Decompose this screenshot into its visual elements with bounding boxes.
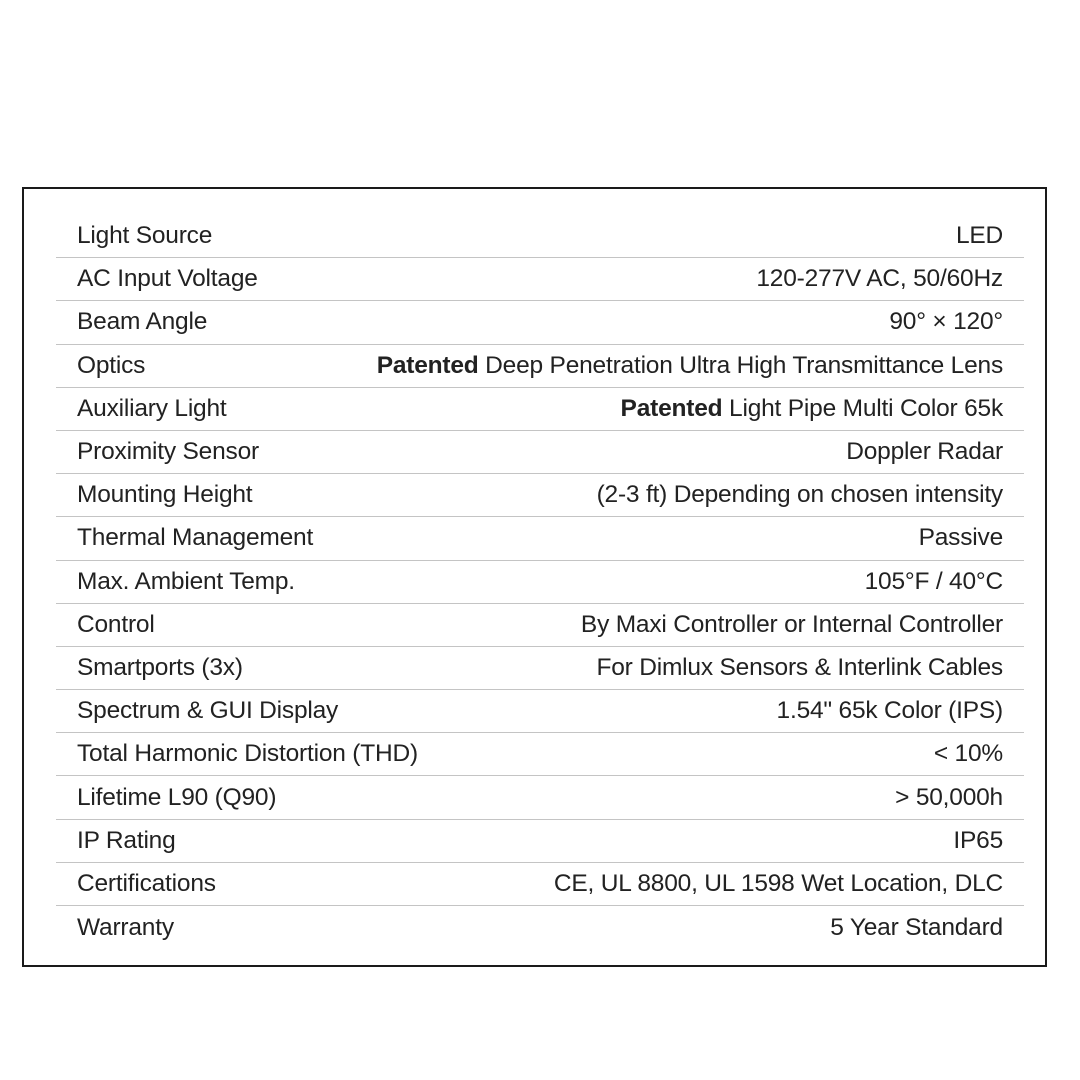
spec-label: Mounting Height xyxy=(77,481,253,509)
spec-row-certifications xyxy=(56,863,1024,906)
spec-label: Light Source xyxy=(77,222,213,250)
spec-value xyxy=(777,697,1003,725)
spec-value-text: 5 Year Standard xyxy=(830,913,1003,941)
spec-row-warranty xyxy=(56,906,1024,949)
spec-row-mounting-height xyxy=(56,474,1024,517)
spec-value-text: < 10% xyxy=(933,740,1003,768)
spec-value-text: By Maxi Controller or Internal Controller xyxy=(580,610,1003,638)
spec-label: Optics xyxy=(77,351,146,379)
spec-value-text: CE, UL 8800, UL 1598 Wet Location, DLC xyxy=(553,869,1003,897)
spec-row-max-ambient-temp xyxy=(56,561,1024,604)
spec-value-text: 105°F / 40°C xyxy=(864,567,1003,595)
spec-value xyxy=(756,265,1003,293)
spec-value xyxy=(889,308,1003,336)
spec-value-text: 120-277V AC, 50/60Hz xyxy=(756,265,1003,293)
spec-value-text: For Dimlux Sensors & Interlink Cables xyxy=(596,653,1003,681)
spec-value xyxy=(377,352,1003,380)
spec-label: Spectrum & GUI Display xyxy=(77,697,339,725)
spec-label: Proximity Sensor xyxy=(77,438,259,466)
spec-value xyxy=(865,568,1003,596)
spec-row-proximity-sensor xyxy=(56,431,1024,474)
spec-row-spectrum-gui-display xyxy=(56,690,1024,733)
spec-row-optics xyxy=(56,345,1024,388)
spec-label: Lifetime L90 (Q90) xyxy=(77,783,277,811)
spec-value xyxy=(934,740,1003,768)
spec-value xyxy=(919,524,1003,552)
spec-row-auxiliary-light xyxy=(56,388,1024,431)
spec-row-thermal-management xyxy=(56,517,1024,560)
spec-sheet xyxy=(22,187,1047,967)
spec-row-ip-rating xyxy=(56,820,1024,863)
spec-emphasis: Patented xyxy=(376,351,479,379)
spec-value xyxy=(956,222,1003,250)
spec-value-text: Passive xyxy=(918,524,1003,552)
spec-row-beam-angle xyxy=(56,301,1024,344)
spec-value-text: IP65 xyxy=(953,826,1003,854)
spec-row-light-source xyxy=(56,215,1024,258)
spec-value-text: Light Pipe Multi Color 65k xyxy=(729,394,1003,422)
spec-value-text: LED xyxy=(955,222,1003,250)
spec-label: IP Rating xyxy=(77,826,176,854)
spec-row-smartports xyxy=(56,647,1024,690)
spec-value-text: 1.54" 65k Color (IPS) xyxy=(776,697,1003,725)
spec-label: Thermal Management xyxy=(77,524,314,552)
spec-table xyxy=(56,215,1024,949)
spec-value xyxy=(621,395,1003,423)
spec-label: Certifications xyxy=(77,869,216,897)
spec-value xyxy=(895,784,1003,812)
spec-value xyxy=(846,438,1003,466)
spec-label: Smartports (3x) xyxy=(77,653,243,681)
spec-value-text: (2-3 ft) Depending on chosen intensity xyxy=(596,481,1003,509)
spec-label: Auxiliary Light xyxy=(77,394,227,422)
spec-row-thd xyxy=(56,733,1024,776)
spec-value-text: Doppler Radar xyxy=(846,438,1003,466)
spec-value-text: 90° × 120° xyxy=(889,308,1003,336)
spec-label: Total Harmonic Distortion (THD) xyxy=(77,740,418,768)
spec-value xyxy=(597,481,1003,509)
spec-row-lifetime xyxy=(56,776,1024,819)
spec-emphasis: Patented xyxy=(620,394,723,422)
spec-value xyxy=(554,870,1003,898)
spec-value xyxy=(953,827,1003,855)
spec-row-ac-input-voltage xyxy=(56,258,1024,301)
spec-label: Control xyxy=(77,610,155,638)
spec-value xyxy=(581,611,1003,639)
spec-value-text: Deep Penetration Ultra High Transmittance Lens xyxy=(485,351,1003,379)
spec-label: Warranty xyxy=(77,913,174,941)
spec-label: Max. Ambient Temp. xyxy=(77,567,295,595)
spec-row-control xyxy=(56,604,1024,647)
spec-value xyxy=(830,914,1003,942)
spec-label: AC Input Voltage xyxy=(77,265,258,293)
spec-value-text: > 50,000h xyxy=(895,783,1003,811)
spec-value xyxy=(596,654,1003,682)
spec-label: Beam Angle xyxy=(77,308,208,336)
